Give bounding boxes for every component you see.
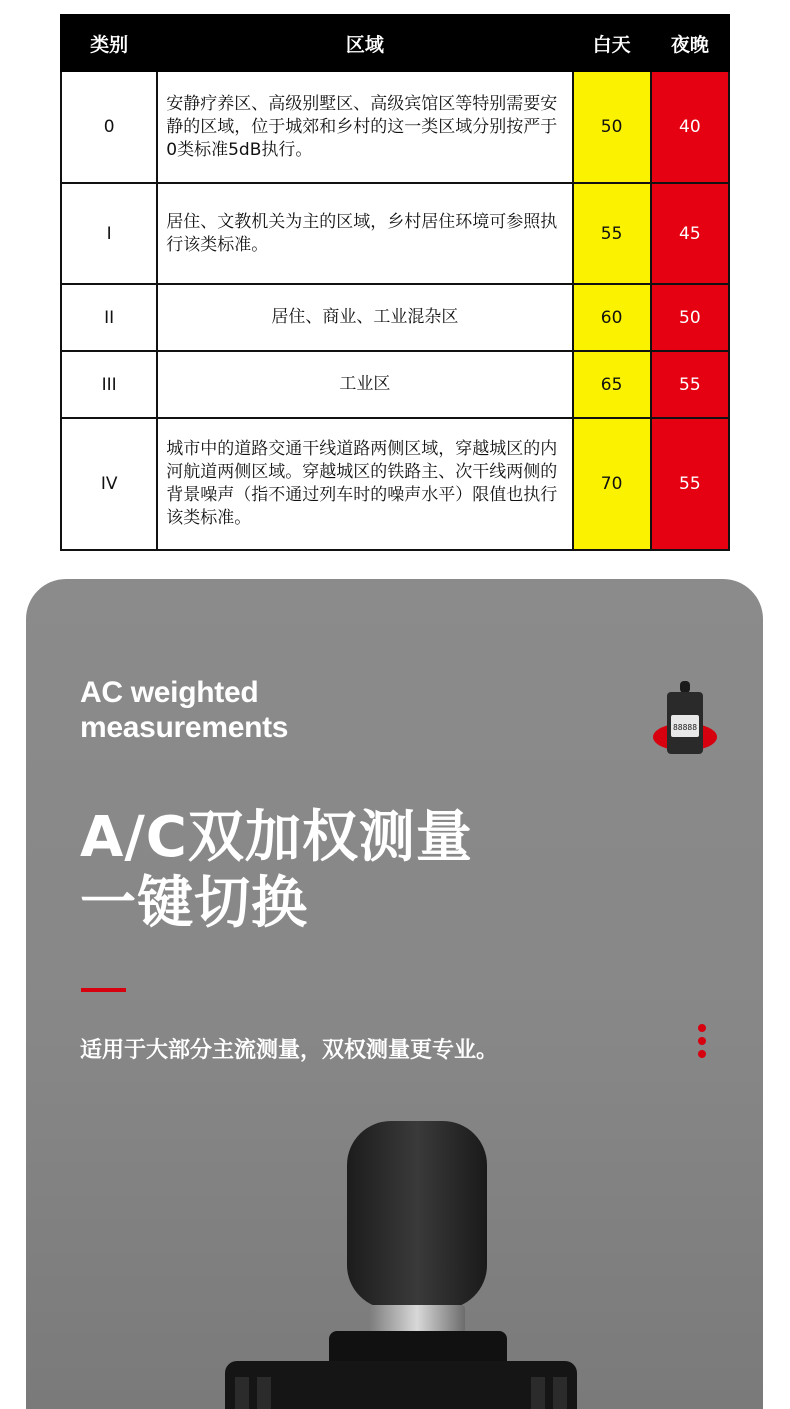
header-category: 类别 [61, 15, 157, 71]
day-limit-cell: 60 [573, 284, 651, 351]
table-row [61, 418, 729, 550]
header-night: 夜晚 [651, 15, 729, 71]
night-limit-cell: 55 [651, 418, 729, 550]
english-title [80, 675, 288, 745]
feature-panel [26, 579, 763, 1409]
day-limit-cell: 50 [573, 71, 651, 183]
day-limit-cell: 70 [573, 418, 651, 550]
area-cell: 城市中的道路交通干线道路两侧区域，穿越城区的内河航道两侧区域。穿越城区的铁路主、次干线两侧的背景噪声（指不通过列车时的噪声水平）限值也执行该类标准。 [157, 418, 572, 550]
feature-subtitle: 适用于大部分主流测量，双权测量更专业。 [80, 1038, 499, 1063]
chinese-title [80, 805, 473, 937]
night-limit-cell: 55 [651, 351, 729, 418]
category-cell: 0 [61, 71, 157, 183]
area-cell: 居住、文教机关为主的区域，乡村居住环境可参照执行该类标准。 [157, 183, 572, 284]
noise-standard-table [60, 14, 730, 551]
mini-screen-reading: 88888 [672, 723, 698, 732]
night-limit-cell: 45 [651, 183, 729, 284]
header-day: 白天 [573, 15, 651, 71]
chinese-title-line: A/C双加权测量 [80, 805, 473, 870]
microphone-collar [369, 1305, 465, 1333]
device-body [225, 1361, 577, 1409]
day-limit-cell: 55 [573, 183, 651, 284]
english-title-line: AC weighted [80, 676, 259, 709]
area-cell: 工业区 [157, 351, 572, 418]
category-cell: IV [61, 418, 157, 550]
table-row [61, 71, 729, 183]
day-limit-cell: 65 [573, 351, 651, 418]
area-cell: 居住、商业、工业混杂区 [157, 284, 572, 351]
microphone-windscreen [347, 1121, 487, 1309]
night-limit-cell: 40 [651, 71, 729, 183]
table-header-row [61, 15, 729, 71]
category-cell: I [61, 183, 157, 284]
red-divider [81, 988, 126, 992]
chinese-title-line: 一键切换 [80, 871, 308, 936]
english-title-line: measurements [80, 711, 289, 744]
table-row [61, 284, 729, 351]
header-area: 区域 [157, 15, 572, 71]
category-cell: II [61, 284, 157, 351]
table-row [61, 351, 729, 418]
area-cell: 安静疗养区、高级别墅区、高级宾馆区等特别需要安静的区域，位于城郊和乡村的这一类区域分别按严于0类标准5dB执行。 [157, 71, 572, 183]
category-cell: III [61, 351, 157, 418]
night-limit-cell: 50 [651, 284, 729, 351]
dots-decoration-icon [698, 1024, 708, 1063]
sound-meter-thumbnail [650, 679, 720, 757]
sound-meter-device-image [221, 1119, 581, 1409]
table-row [61, 183, 729, 284]
mini-mic [680, 681, 690, 693]
